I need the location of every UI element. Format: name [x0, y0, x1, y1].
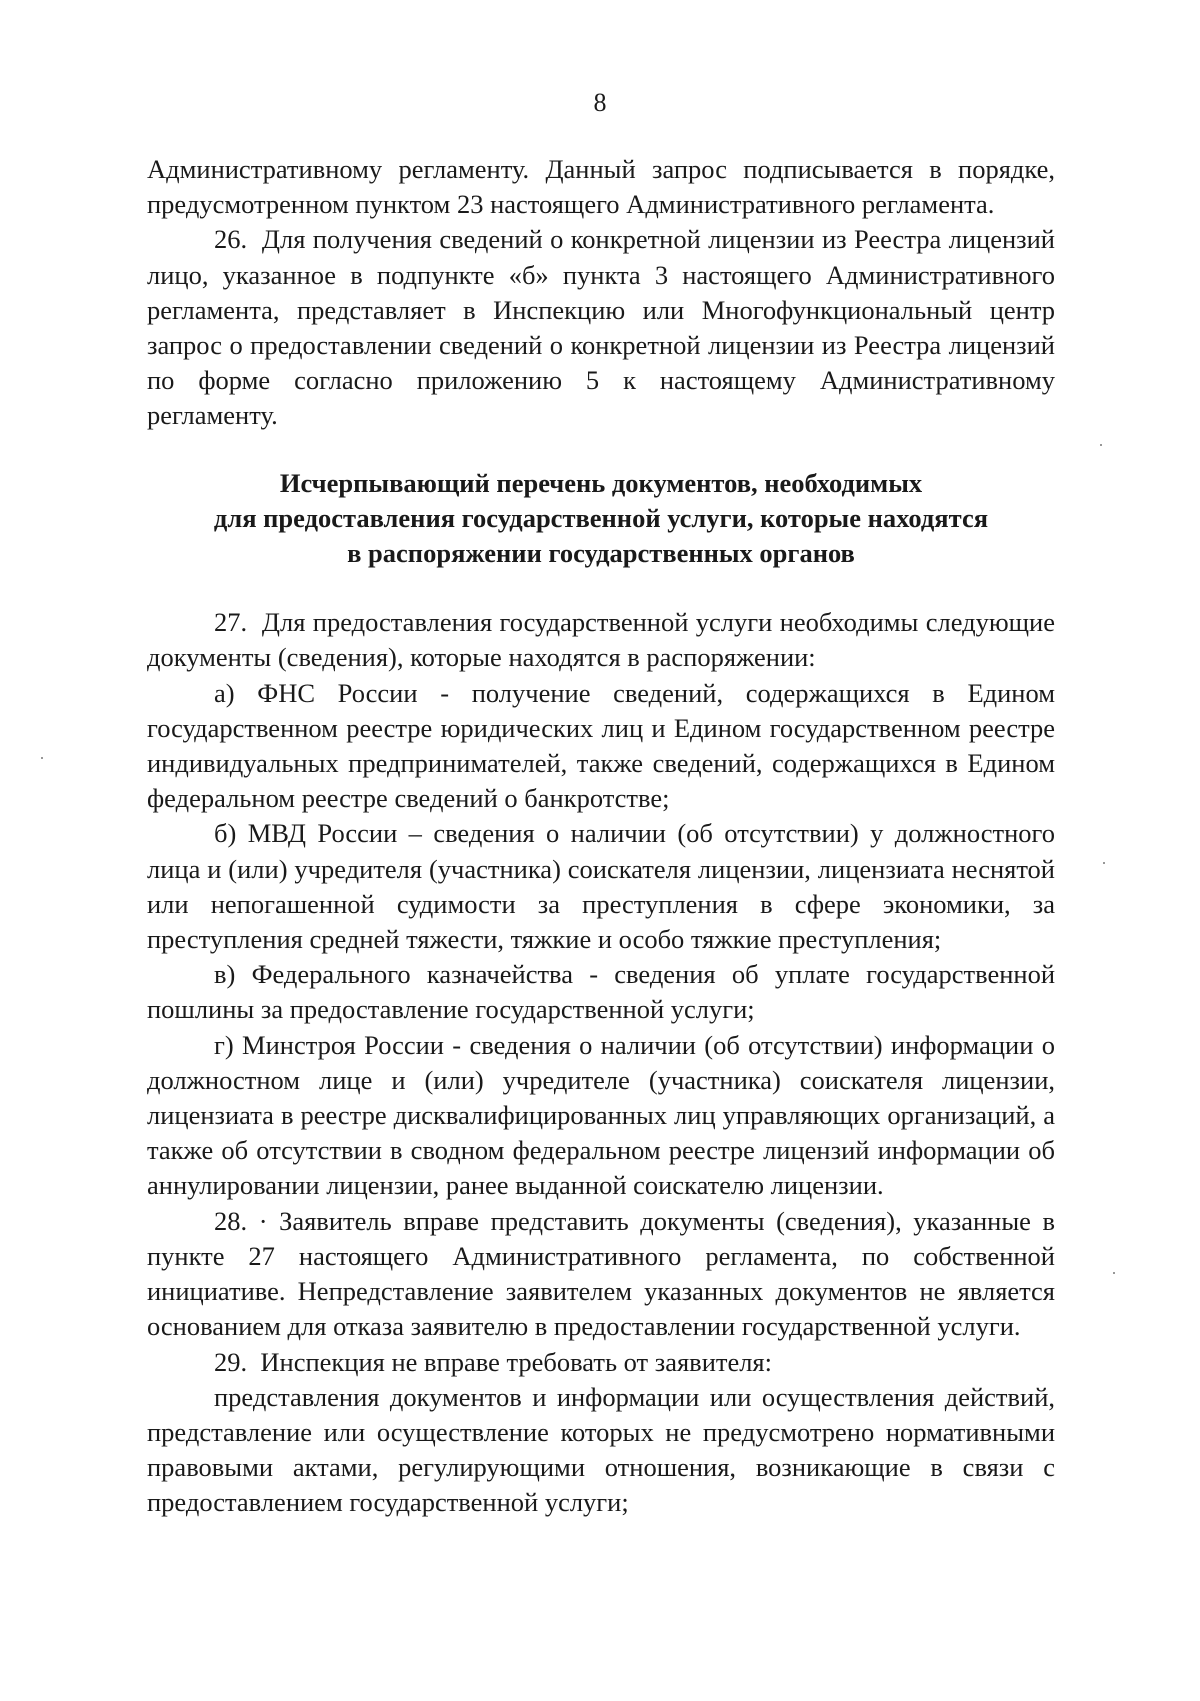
scan-speck	[1113, 1272, 1115, 1274]
heading-line-1: Исчерпывающий перечень документов, необходимых	[279, 467, 923, 498]
paragraph-29-item: представления документов и информации или осуществления действий, представление или осуществление которых не предусмотрено нормативными правовыми актами, регулирующими отношения, возникающие в связи с предоставлением государственной услуги;	[147, 1381, 1055, 1518]
heading-line-3: в распоряжении государственных органов	[347, 538, 855, 569]
paragraph-29: 29. Инспекция не вправе требовать от заявителя:	[214, 1346, 772, 1377]
heading-line-2: для предоставления государственной услуги, которые находятся	[213, 502, 989, 533]
list-item-v: в) Федерального казначейства - сведения об уплате государственной пошлины за предоставление государственной услуги;	[147, 959, 1055, 1025]
section-heading	[147, 466, 1055, 572]
page-number: 8	[593, 88, 607, 117]
scan-speck	[1100, 444, 1102, 446]
list-item-g: г) Минстроя России - сведения о наличии (об отсутствии) информации о должностном лице и (или) учредителе (участника) соискателя лицензии, лицензиата в реестре дисквалифицированных лиц управляющих организаций, а также об отсутствии в сводном федеральном реестре лицензий информации об аннулировании лицензии, ранее выданной соискателю лицензии.	[147, 1029, 1055, 1201]
paragraph-26: 26. Для получения сведений о конкретной лицензии из Реестра лицензий лицо, указанное в подпункте «б» пункта 3 настоящего Административного регламента, представляет в Инспекцию или Многофункциональный центр запрос о предоставлении сведений о конкретной лицензии из Реестра лицензий по форме согласно приложению 5 к настоящему Административному регламенту.	[147, 224, 1055, 431]
paragraph-28: 28. · Заявитель вправе представить документы (сведения), указанные в пункте 27 настоящего Административного регламента, по собственной инициативе. Непредставление заявителем указанных документов не является основанием для отказа заявителю в предоставлении государственной услуги.	[147, 1205, 1055, 1342]
paragraph-continuation: Административному регламенту. Данный запрос подписывается в порядке, предусмотренном пунктом 23 настоящего Административного регламента.	[147, 154, 1055, 220]
document-body	[147, 152, 1055, 1521]
paragraph-27: 27. Для предоставления государственной услуги необходимы следующие документы (сведения), которые находятся в распоряжении:	[147, 607, 1055, 673]
list-item-a: а) ФНС России - получение сведений, содержащихся в Едином государственном реестре юридических лиц и Едином государственном реестре индивидуальных предпринимателей, также сведений, содержащихся в Едином федеральном реестре сведений о банкротстве;	[147, 677, 1055, 814]
scan-speck	[41, 757, 43, 759]
scan-speck	[1103, 862, 1105, 864]
list-item-b: б) МВД России – сведения о наличии (об отсутствии) у должностного лица и (или) учредителя (участника) соискателя лицензии, лицензиата неснятой или непогашенной судимости за преступления в сфере экономики, за преступления средней тяжести, тяжкие и особо тяжкие преступления;	[147, 818, 1055, 955]
